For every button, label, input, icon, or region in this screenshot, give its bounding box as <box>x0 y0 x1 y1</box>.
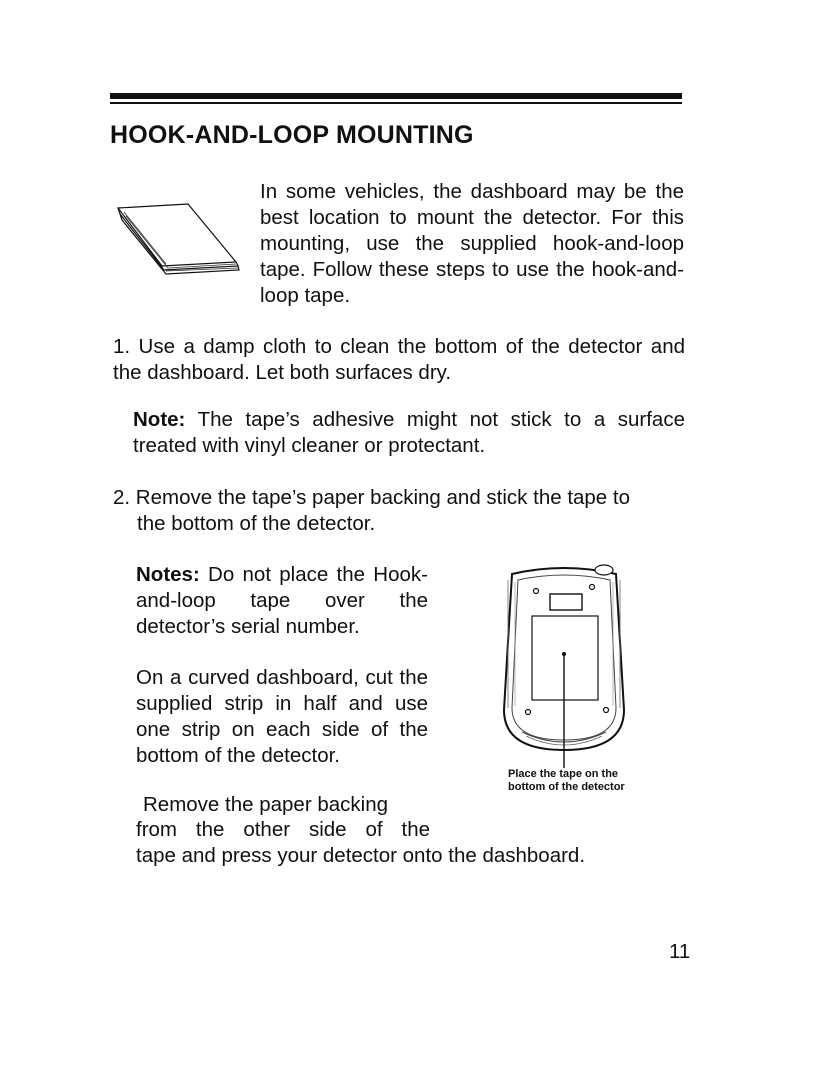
remove-line-2: from the other side of the <box>136 818 430 841</box>
section-title: HOOK-AND-LOOP MOUNTING <box>110 121 474 149</box>
folded-book-icon <box>112 198 242 276</box>
step-2-text <box>113 485 685 537</box>
curved-dashboard-text: On a curved dashboard, cut the supplied strip in half and use one strip on each side of the bottom of the detector. <box>136 666 428 767</box>
step-2-line-2: the bottom of the detector. <box>137 512 376 535</box>
notes-label: Notes: <box>136 563 200 586</box>
figure-caption: Place the tape on the bottom of the detector <box>508 768 625 793</box>
page-number: 11 <box>669 940 691 963</box>
detector-bottom-illustration <box>498 560 630 770</box>
intro-paragraph: In some vehicles, the dashboard may be the best location to mount the detector. For this mounting, use the supplied hook-and-loop tape. Follow these steps to use the hook-and-loop tape. <box>260 180 684 307</box>
step-2-line-1: 2. Remove the tape’s paper backing and stick the tape to <box>113 486 631 509</box>
note-label: Note: <box>133 408 186 431</box>
note-text: The tape’s adhesive might not stick to a surface treated with vinyl cleaner or protectant. <box>133 408 685 457</box>
notes-text: Do not place the Hook-and-loop tape over the detector’s serial number. <box>136 563 428 638</box>
notes-2 <box>136 562 428 640</box>
header-rule-thick <box>110 93 682 99</box>
step-1-text: 1. Use a damp cloth to clean the bottom of the detector and the dashboard. Let both surfaces dry. <box>113 335 685 384</box>
remove-line-3: tape and press your detector onto the dashboard. <box>136 844 586 867</box>
note-1 <box>133 407 685 459</box>
remove-line-1: Remove the paper backing <box>143 793 389 816</box>
header-rule-thin <box>110 102 682 104</box>
